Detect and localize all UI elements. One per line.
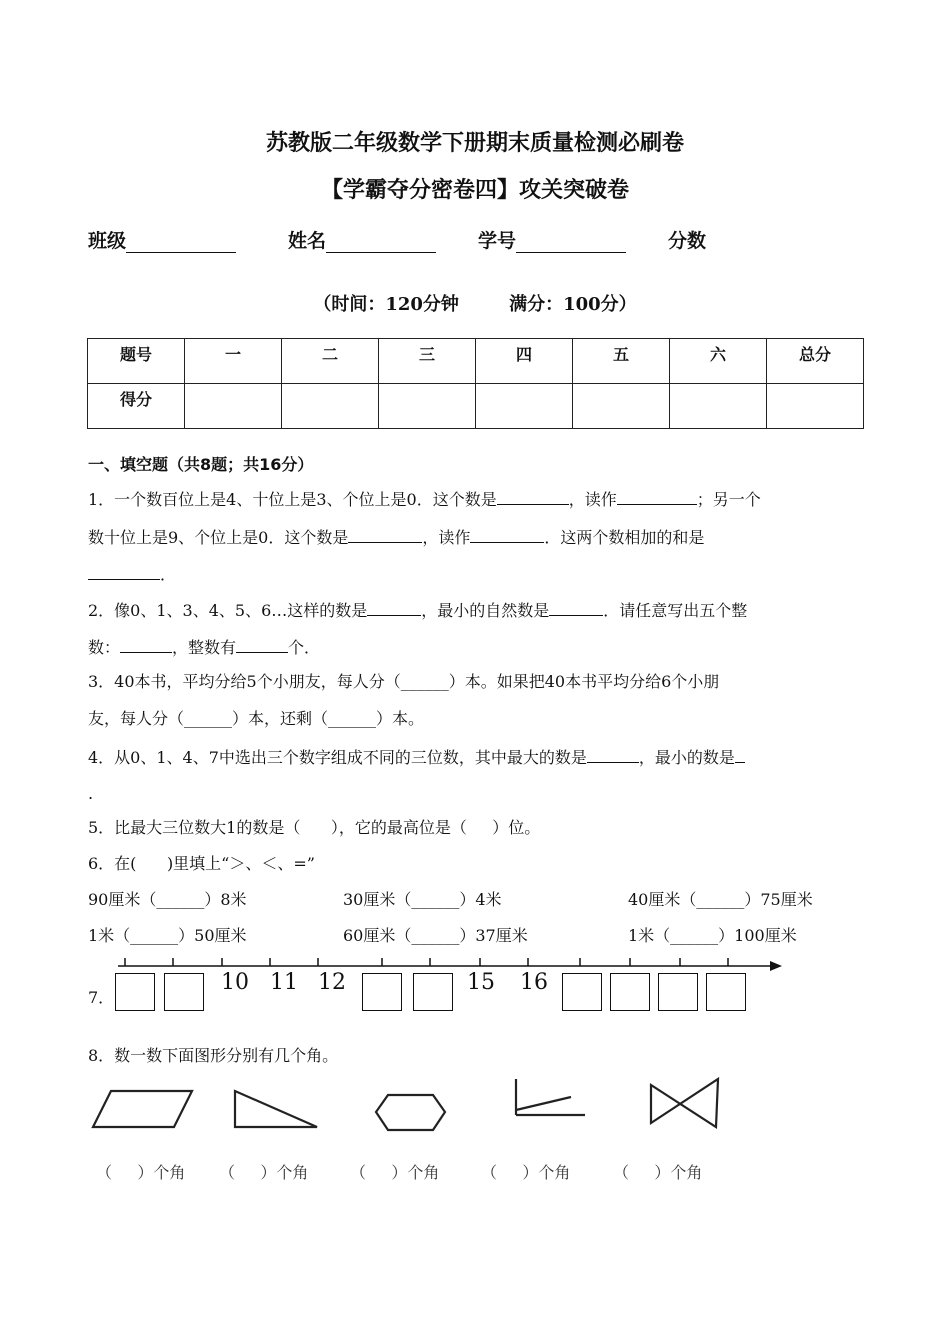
q2-line1: 2．像0、1、3、4、5、6…这样的数是 ，最小的自然数是 ．请任意写出五个整 [88,601,748,620]
q6-title: 6．在( )里填上“＞、＜、=” [88,854,315,873]
score-header-cell: 二 [282,339,379,384]
q1-blank[interactable] [348,526,422,543]
score-table [87,338,864,429]
number-label: 15 [467,970,495,995]
q4-blank[interactable] [587,746,639,763]
bowtie-figure [651,1079,718,1127]
number-box[interactable] [610,973,650,1011]
score-cell[interactable] [476,384,573,429]
q2-line2: 数： ，整数有 个． [88,638,321,657]
q1-blank[interactable] [88,563,160,580]
q1-line3: ． [88,563,176,585]
name-field [288,226,436,253]
section-title: 一、填空题（共8题；共16分） [88,455,314,474]
q3-line1: 3．40本书，平均分给5个小朋友，每人分（______）本。如果把40本书平均分给6个小朋 [88,672,720,691]
number-box[interactable] [115,973,155,1011]
score-cell[interactable] [670,384,767,429]
number-line-ticks [125,958,728,966]
q2-blank[interactable] [367,599,421,616]
number-box[interactable] [658,973,698,1011]
q6-item: 90厘米（______）8米 [88,890,247,909]
score-table-score-row [88,384,864,429]
class-label: 班级 [88,230,127,252]
q1-blank[interactable] [470,526,544,543]
class-field [88,226,236,253]
score-table-header-row [88,339,864,384]
q6-item: 1米（______）100厘米 [628,926,797,945]
score-header-cell: 三 [379,339,476,384]
q5-text: 5．比最大三位数大1的数是（ ），它的最高位是（ ）位。 [88,818,541,837]
triangle-figure [235,1091,317,1127]
score-header-cell: 五 [573,339,670,384]
score-header-cell: 一 [185,339,282,384]
number-label: 11 [270,970,298,995]
number-label: 16 [520,970,548,995]
score-cell[interactable] [379,384,476,429]
score-label: 分数 [668,230,707,252]
q2-blank[interactable] [236,636,288,653]
angle-answer[interactable]: （ ）个角 [613,1163,703,1182]
number-line-arrow [770,961,782,971]
time-info: （时间：120分钟 满分：100分） [313,294,637,315]
q2-blank[interactable] [120,636,172,653]
score-row-label: 得分 [88,384,185,429]
q1-blank[interactable] [497,488,569,505]
number-box[interactable] [706,973,746,1011]
title-main: 苏教版二年级数学下册期末质量检测必刷卷 [265,131,684,156]
name-label: 姓名 [288,230,327,252]
score-cell[interactable] [185,384,282,429]
q4-line1: 4．从0、1、4、7中选出三个数字组成不同的三位数，其中最大的数是 ，最小的数是 [88,746,745,768]
score-header-cell: 题号 [88,339,185,384]
q4-line2: . [88,784,94,803]
id-field [478,226,626,253]
score-cell[interactable] [282,384,379,429]
score-cell[interactable] [767,384,864,429]
q6-item: 1米（______）50厘米 [88,926,247,945]
score-header-cell: 总分 [767,339,864,384]
number-box[interactable] [164,973,204,1011]
angle-answer[interactable]: （ ）个角 [219,1163,309,1182]
q6-item: 40厘米（______）75厘米 [628,890,813,909]
q8-title: 8．数一数下面图形分别有几个角。 [88,1046,339,1065]
number-box[interactable] [362,973,402,1011]
angle-answer[interactable]: （ ）个角 [96,1163,186,1182]
id-label: 学号 [478,230,517,252]
q7-label: 7． [88,988,115,1007]
title-sub: 【学霸夺分密卷四】攻关突破卷 [320,178,629,203]
q1-line1: 1．一个数百位上是4、十位上是3、个位上是0．这个数是 ，读作 ；另一个 [88,490,761,509]
q8-figures [88,1075,738,1135]
number-box[interactable] [413,973,453,1011]
q4-blank[interactable] [735,746,745,763]
id-blank[interactable] [516,232,626,253]
angle-answer[interactable]: （ ）个角 [350,1163,440,1182]
q6-item: 30厘米（______）4米 [343,890,502,909]
name-blank[interactable] [326,232,436,253]
q1-blank[interactable] [617,488,697,505]
q2-blank[interactable] [549,599,603,616]
number-box[interactable] [562,973,602,1011]
angle-answer[interactable]: （ ）个角 [481,1163,571,1182]
score-header-cell: 四 [476,339,573,384]
angle-figure [516,1079,585,1115]
q6-item: 60厘米（______）37厘米 [343,926,528,945]
parallelogram-figure [93,1091,192,1127]
score-cell[interactable] [573,384,670,429]
q3-line2: 友，每人分（______）本，还剩（______）本。 [88,709,425,728]
number-label: 12 [318,970,346,995]
score-header-cell: 六 [670,339,767,384]
class-blank[interactable] [126,232,236,253]
hexagon-figure [376,1095,445,1130]
q1-line2: 数十位上是9、个位上是0．这个数是 ，读作 ．这两个数相加的和是 [88,528,705,547]
number-label: 10 [221,970,249,995]
